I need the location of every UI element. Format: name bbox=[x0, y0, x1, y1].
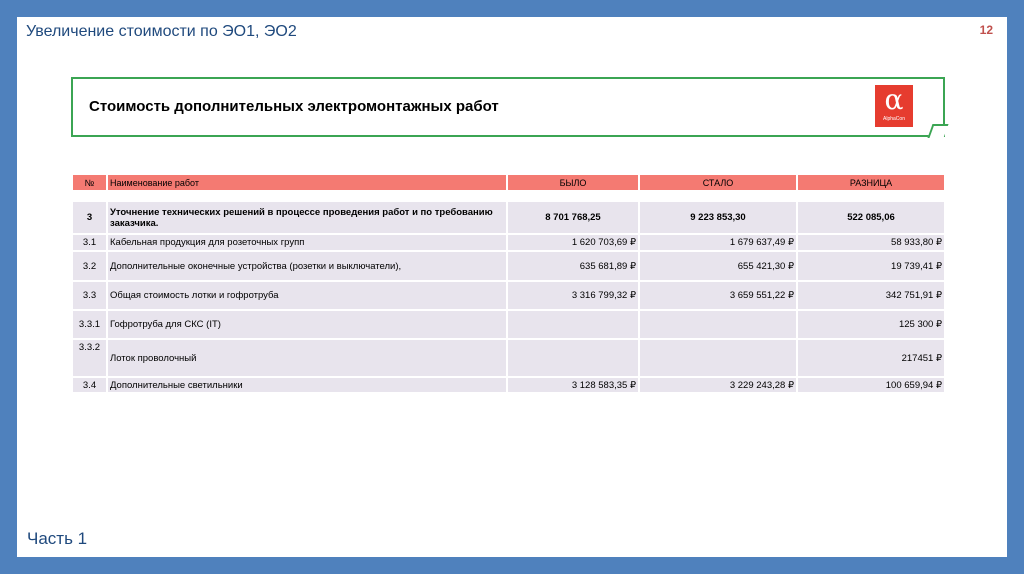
row-after: 3 659 551,22 ₽ bbox=[639, 281, 797, 310]
logo-text: AlphaCon bbox=[883, 116, 905, 122]
row-after: 655 421,30 ₽ bbox=[639, 251, 797, 281]
banner-fold-corner bbox=[927, 124, 948, 138]
row-name: Гофротруба для СКС (IT) bbox=[107, 310, 507, 339]
row-num: 3.1 bbox=[73, 234, 107, 251]
row-name: Дополнительные светильники bbox=[107, 377, 507, 393]
table-row bbox=[73, 234, 945, 251]
row-name: Лоток проволочный bbox=[107, 339, 507, 377]
row-before: 635 681,89 ₽ bbox=[507, 251, 639, 281]
row-num: 3.3.1 bbox=[73, 310, 107, 339]
row-diff: 100 659,94 ₽ bbox=[797, 377, 945, 393]
footer-part-label: Часть 1 bbox=[27, 529, 88, 548]
row-num: 3.3.2 bbox=[73, 339, 107, 377]
row-diff: 125 300 ₽ bbox=[797, 310, 945, 339]
header-num: № bbox=[73, 175, 107, 190]
row-before: 3 316 799,32 ₽ bbox=[507, 281, 639, 310]
table-header-row bbox=[73, 175, 945, 190]
header-name: Наименование работ bbox=[107, 175, 507, 190]
table-row bbox=[73, 339, 945, 377]
header-after: СТАЛО bbox=[639, 175, 797, 190]
table-spacer bbox=[73, 190, 945, 202]
page-number: 12 bbox=[979, 23, 993, 37]
row-after: 3 229 243,28 ₽ bbox=[639, 377, 797, 393]
row-diff: 522 085,06 bbox=[797, 202, 945, 234]
logo-alpha-icon: α bbox=[884, 83, 904, 116]
table-row bbox=[73, 310, 945, 339]
row-diff: 342 751,91 ₽ bbox=[797, 281, 945, 310]
row-after: 1 679 637,49 ₽ bbox=[639, 234, 797, 251]
row-num: 3 bbox=[73, 202, 107, 234]
row-diff: 19 739,41 ₽ bbox=[797, 251, 945, 281]
alphacon-logo bbox=[875, 85, 913, 127]
banner-title: Стоимость дополнительных электромонтажных работ bbox=[89, 98, 499, 115]
row-before: 3 128 583,35 ₽ bbox=[507, 377, 639, 393]
row-before bbox=[507, 310, 639, 339]
table-row bbox=[73, 377, 945, 393]
row-num: 3.3 bbox=[73, 281, 107, 310]
row-num: 3.4 bbox=[73, 377, 107, 393]
slide bbox=[17, 17, 1007, 557]
row-name: Дополнительные оконечные устройства (розетки и выключатели), bbox=[107, 251, 507, 281]
row-name: Уточнение технических решений в процессе проведения работ и по требованию заказчика. bbox=[107, 202, 507, 234]
section-banner bbox=[71, 77, 945, 137]
row-diff: 58 933,80 ₽ bbox=[797, 234, 945, 251]
row-before bbox=[507, 339, 639, 377]
header-diff: РАЗНИЦА bbox=[797, 175, 945, 190]
slide-title: Увеличение стоимости по ЭО1, ЭО2 bbox=[26, 23, 297, 40]
row-after: 9 223 853,30 bbox=[639, 202, 797, 234]
header-before: БЫЛО bbox=[507, 175, 639, 190]
row-after bbox=[639, 310, 797, 339]
row-name: Общая стоимость лотки и гофротруба bbox=[107, 281, 507, 310]
row-after bbox=[639, 339, 797, 377]
row-before: 8 701 768,25 bbox=[507, 202, 639, 234]
table-row bbox=[73, 251, 945, 281]
table-row bbox=[73, 202, 945, 234]
row-before: 1 620 703,69 ₽ bbox=[507, 234, 639, 251]
works-cost-table bbox=[73, 175, 946, 394]
table-row bbox=[73, 281, 945, 310]
row-diff: 217451 ₽ bbox=[797, 339, 945, 377]
row-name: Кабельная продукция для розеточных групп bbox=[107, 234, 507, 251]
row-num: 3.2 bbox=[73, 251, 107, 281]
